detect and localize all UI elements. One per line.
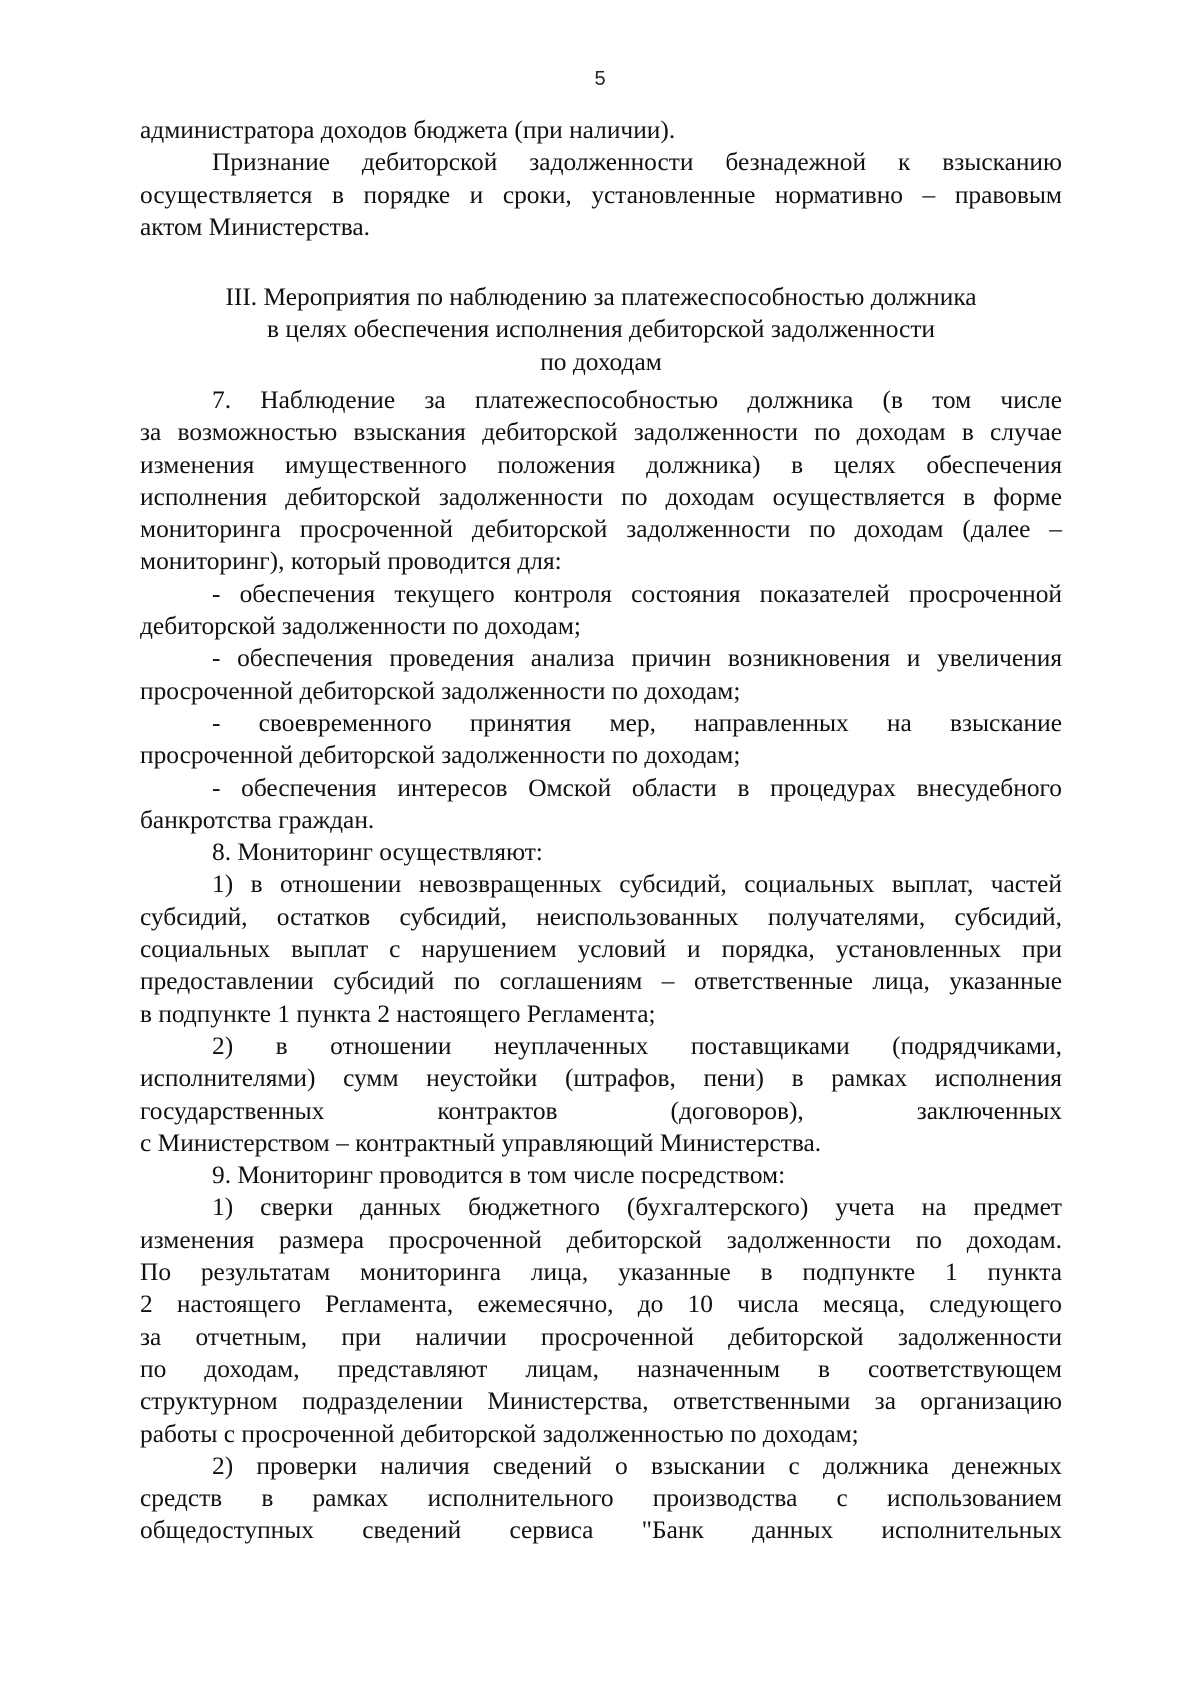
text-line: 2) проверки наличия сведений о взыскании с должника денежных [212, 1451, 1062, 1480]
text-line: работы с просроченной дебиторской задолженностью по доходам; [140, 1419, 859, 1448]
body-text [140, 384, 1062, 1547]
text-line: изменения размера просроченной дебиторской задолженности по доходам. [140, 1225, 1062, 1254]
page-number: 5 [594, 68, 606, 90]
text-line: средств в рамках исполнительного производства с использованием [140, 1484, 1062, 1513]
text-line: - обеспечения интересов Омской области в процедурах внесудебного [212, 773, 1062, 802]
section-heading [140, 281, 1062, 378]
text-line: 1) сверки данных бюджетного (бухгалтерского) учета на предмет [212, 1193, 1062, 1222]
text-line: актом Министерства. [140, 212, 370, 241]
text-line: субсидий, остатков субсидий, неиспользованных получателями, субсидий, [140, 902, 1062, 931]
text-line: структурном подразделении Министерства, ответственными за организацию [140, 1387, 1062, 1416]
text-line: исполнителями) сумм неустойки (штрафов, пени) в рамках исполнения [140, 1064, 1062, 1093]
text-line: 2) в отношении неуплаченных поставщиками (подрядчиками, [212, 1031, 1062, 1060]
text-line: за возможностью взыскания дебиторской задолженности по доходам в случае [140, 418, 1062, 447]
text-line: По результатам мониторинга лица, указанные в подпункте 1 пункта [140, 1258, 1062, 1287]
text-line: 7. Наблюдение за платежеспособностью должника (в том числе [212, 386, 1062, 414]
text-line: за отчетным, при наличии просроченной дебиторской задолженности [140, 1322, 1062, 1351]
text-line: предоставлении субсидий по соглашениям – ответственные лица, указанные [140, 967, 1062, 996]
text-line: общедоступных сведений сервиса "Банк данных исполнительных [140, 1516, 1062, 1545]
text-line: осуществляется в порядке и сроки, установленные нормативно – правовым [140, 180, 1062, 209]
heading-line: в целях обеспечения исполнения дебиторской задолженности [266, 315, 936, 344]
text-line: мониторинг), который проводится для: [140, 547, 562, 576]
text-line: Признание дебиторской задолженности безнадежной к взысканию [212, 148, 1062, 177]
text-line: банкротства граждан. [140, 805, 375, 834]
heading-line: III. Мероприятия по наблюдению за платежеспособностью должника [225, 283, 977, 311]
text-line: 9. Мониторинг проводится в том числе посредством: [212, 1161, 786, 1190]
heading-line: по доходам [540, 347, 662, 376]
text-line: администратора доходов бюджета (при наличии). [140, 116, 676, 144]
text-line: 1) в отношении невозвращенных субсидий, социальных выплат, частей [212, 870, 1062, 899]
text-line: социальных выплат с нарушением условий и порядка, установленных при [140, 935, 1062, 964]
text-line: мониторинга просроченной дебиторской задолженности по доходам (далее – [140, 515, 1062, 544]
text-line: по доходам, представляют лицам, назначенным в соответствующем [140, 1354, 1062, 1383]
text-line: 2 настоящего Регламента, ежемесячно, до 10 числа месяца, следующего [140, 1290, 1062, 1319]
text-line: - своевременного принятия мер, направленных на взыскание [212, 708, 1062, 737]
text-line: дебиторской задолженности по доходам; [140, 612, 581, 641]
text-line: исполнения дебиторской задолженности по доходам осуществляется в форме [140, 482, 1062, 511]
text-line: 8. Мониторинг осуществляют: [212, 838, 543, 867]
text-line: - обеспечения проведения анализа причин возникновения и увеличения [212, 644, 1062, 673]
text-line: изменения имущественного положения должника) в целях обеспечения [140, 450, 1062, 479]
text-line: государственных контрактов (договоров), заключенных [140, 1096, 1062, 1125]
text-line: с Министерством – контрактный управляющий Министерства. [140, 1128, 822, 1157]
text-line: просроченной дебиторской задолженности по доходам; [140, 676, 741, 705]
intro-text [140, 114, 1062, 243]
text-line: в подпункте 1 пункта 2 настоящего Регламента; [140, 999, 656, 1028]
text-line: - обеспечения текущего контроля состояния показателей просроченной [212, 579, 1062, 608]
text-line: просроченной дебиторской задолженности по доходам; [140, 741, 741, 770]
